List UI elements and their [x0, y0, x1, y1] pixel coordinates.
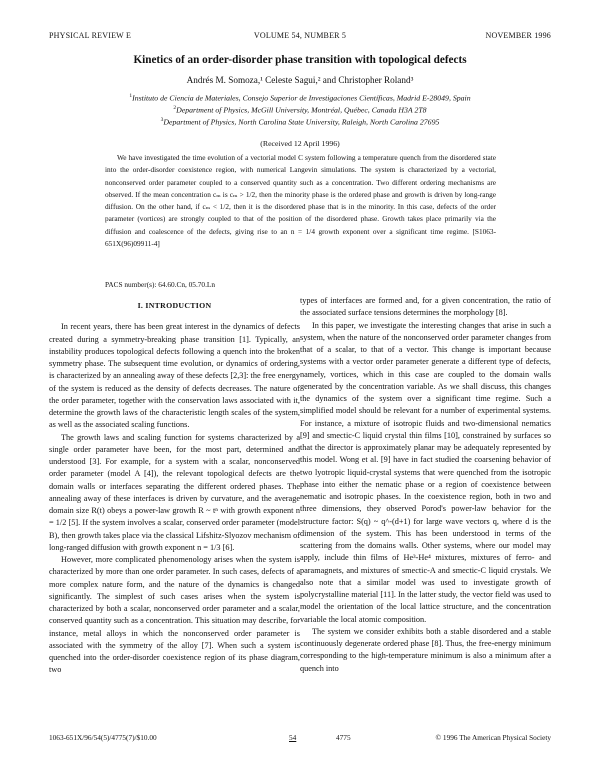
affiliation-text: Department of Physics, North Carolina State University, Raleigh, North Carolina 27695 [163, 117, 440, 127]
affiliation-marker: 3 [160, 117, 164, 123]
page-number: 4775 [336, 733, 351, 742]
section-heading: I. INTRODUCTION [137, 301, 212, 310]
paragraph: The growth laws and scaling function for systems characterized by a single order parameter have been, for the most part, determined and understood [3]. For example, for a system with a scalar, nonconserved order parameter (model A [4]), the relevant topological defects are the domain walls or interfaces separating the different ordered phases. The annealing away of these interfaces is driven by curvature, and the average domain size R(t) obeys a power-law growth R ~ tⁿ with growth exponent n = 1/2 [5]. If the system involves a scalar, conserved order parameter (model B), then growth takes place via the classical Lifshitz-Slyozov mechanism of long-ranged diffusion with growth exponent n = 1/3 [6]. [49, 432, 300, 552]
issn-code: 1063-651X/96/54(5)/4775(7)/$10.00 [49, 733, 157, 742]
affiliation-marker: 2 [173, 105, 177, 111]
running-header [49, 31, 551, 43]
issue-date: NOVEMBER 1996 [485, 31, 551, 40]
abstract [105, 152, 496, 250]
left-column [49, 300, 300, 677]
journal-name: PHYSICAL REVIEW E [49, 31, 132, 40]
affiliation-text: Department of Physics, McGill University, Montréal, Québec, Canada H3A 2T8 [176, 105, 427, 115]
affiliation-marker: 1 [129, 93, 133, 99]
paragraph: In this paper, we investigate the interesting changes that arise in such a system, when the nature of the nonconserved order parameter changes from that of a scalar, to that of a vector. This change is important because systems with a vector order parameter generate a different type of defects, namely, vortices, which in this case are coupled to the domain walls generated by the concentration variable. As we shall discuss, this changes the dynamics of the system over a significant time regime. Such a simplified model should be relevant for a number of experimental systems. For instance, a mixture of isotropic fluids and two-dimensional nematics [9] and smectic-C liquid crystal thin films [10], constrained by surfaces so that the director is approximately planar may be adequately represented by this model. Wong et al. [9] have in fact studied the coarsening behavior of two lyotropic liquid-crystal systems that were quenched from the isotropic phase into either the nematic phase or a region of coexistence between nematic and isotropic phases. In the coexistence region, both in two and three dimensions, they observed Porod's power-law behavior for the structure factor: S(q) ~ q^-(d+1) for large wave vectors q, where d is the dimension of the system. This has been understood in terms of the scattering from the domains walls. Other systems, where our model may apply, include thin films of He³-He⁴ mixtures, mixtures of ferro- and paramagnets, and mixtures of smectic-A and smectic-C liquid crystals. We also note that a similar model was used to investigate growth of polycrystalline material [11]. In the latter study, the vector field was used to model the orientation of the local lattice structure, and the concentration variable the local atomic composition. [300, 320, 551, 624]
affiliation-3 [40, 114, 560, 129]
volume-number: 54 [289, 733, 297, 742]
paragraph: In recent years, there has been great interest in the dynamics of defects created during a symmetry-breaking phase transition [1]. Typically, an instability produces topological defects following a quench into the broken symmetry phase. The subsequent time evolution, or dynamics of ordering, is characterized by an annealing away of these defects [2,3]: the free energy of the system is reduced as the density of defects decreases. The nature of the order parameter, together with the conservation laws associated with it, determine the growth laws of the characteristic length scales of the system, as well as the associated scaling functions. [49, 322, 300, 430]
paragraph: types of interfaces are formed and, for a given concentration, the ratio of the associated surface tensions determines the morphology [8]. [300, 296, 551, 318]
pacs-numbers: PACS number(s): 64.60.Cn, 05.70.Ln [105, 280, 216, 289]
paragraph: However, more complicated phenomenology arises when the system is characterized by more than one order parameter. In such cases, defects of a more complex nature form, and the nature of the dynamics is changed significantly. The simplest of such cases arises when the system is characterized by both a scalar, nonconserved order parameter and a scalar, conserved quantity such as a concentration. This situation may describe, for instance, metal alloys in which the nonconserved order parameter is associated with the symmetry of the alloy [7]. When such a system is quenched into the order-disorder coexistence region of its phase diagram, two [49, 555, 300, 675]
affiliation-text: Instituto de Ciencia de Materiales, Consejo Superior de Investigaciones Científicas, Madrid E-28049, Spain [132, 93, 471, 103]
paragraph: The system we consider exhibits both a stable disordered and a stable continuously degenerate ordered phase [8]. Thus, the free-energy minimum corresponding to the high-temperature minimum is also a minimum after a quench into [300, 626, 551, 673]
received-date: (Received 12 April 1996) [260, 139, 340, 148]
abstract-text: We have investigated the time evolution of a vectorial model C system following a temperature quench from the disordered state into the order-disorder coexistence region, with numerical Langevin simulations. The system is characterized by a vectorial, nonconserved order parameter coupled to a conserved quantity such as a concentration. Two different ordering mechanisms are observed. If the mean concentration cₘ is cₘ > 1/2, then the minority phase is the ordered phase and growth is driven by long-range diffusion. On the other hand, if cₘ < 1/2, then it is the disordered phase that is in the minority. In this case, defects of the order parameter (vortices) are strongly coupled to that of the position of the disordered phase. Growth takes place primarily via the diffusion and coalescence of the defects, giving rise to an n = 1/4 growth exponent over a significant time regime. [S1063-651X(96)09911-4] [105, 153, 496, 249]
article-title: Kinetics of an order-disorder phase transition with topological defects [133, 54, 467, 66]
page-footer [49, 733, 551, 745]
copyright-notice: © 1996 The American Physical Society [435, 733, 551, 742]
author-list: Andrés M. Somoza,¹ Celeste Sagui,² and Christopher Roland³ [186, 75, 414, 85]
right-column [300, 295, 551, 675]
volume-issue: VOLUME 54, NUMBER 5 [253, 31, 347, 40]
